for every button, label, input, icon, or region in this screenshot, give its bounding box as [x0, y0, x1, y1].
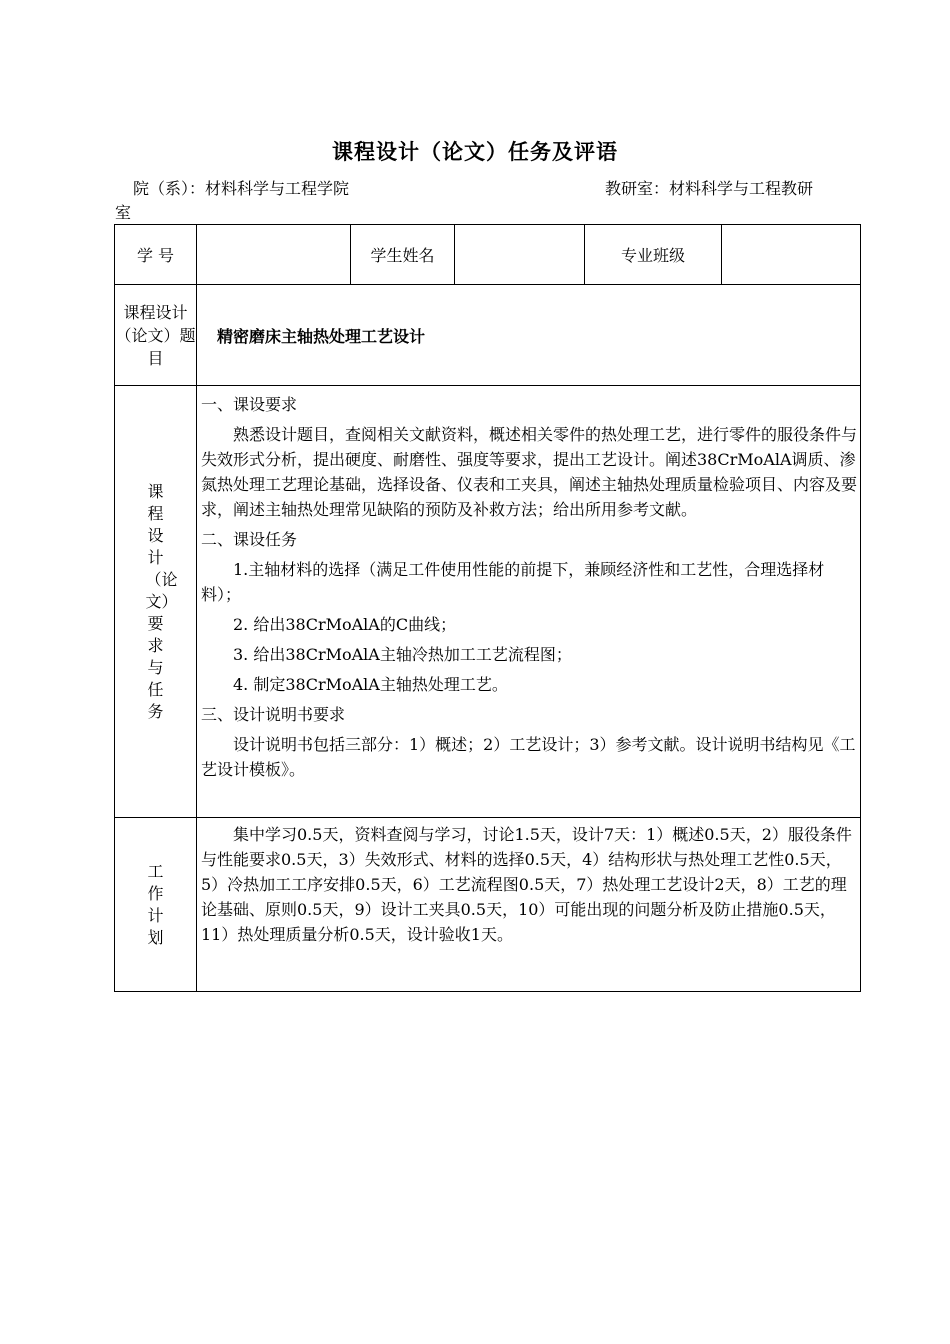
teaching-office-label: 教研室：材料科学与工程教研: [605, 179, 814, 198]
task-item-4: 4. 制定38CrMoAlA主轴热处理工艺。: [233, 675, 508, 694]
page-title: 课程设计（论文）任务及评语: [332, 139, 618, 164]
student-name-value: [455, 225, 585, 285]
teaching-office-label-wrap: 室: [115, 203, 132, 222]
topic-row: [115, 285, 861, 386]
class-value: [722, 225, 861, 285]
task-item-3: 3. 给出38CrMoAlA主轴冷热加工工艺流程图；: [233, 645, 572, 664]
plan-content: [197, 818, 861, 992]
req-paragraph-3: 设计说明书包括三部分：1）概述；2）工艺设计；3）参考文献。设计说明书结构见《工艺设计模板》。: [201, 735, 856, 779]
student-name-label: 学生姓名: [351, 225, 455, 285]
topic-value: 精密磨床主轴热处理工艺设计: [197, 285, 861, 386]
plan-label: 工作计划: [147, 861, 164, 947]
topic-label: 课程设计（论文）题目: [115, 285, 197, 386]
plan-text: 集中学习0.5天，资料查阅与学习，讨论1.5天，设计7天：1）概述0.5天，2）服役条件与性能要求0.5天，3）失效形式、材料的选择0.5天，4）结构形状与热处理工艺性0.5天，5）冷热加工工序安排0.5天，6）工艺流程图0.5天，7）热处理工艺设计2天，8）工艺的理论基础、原则0.5天，9）设计工夹具0.5天，10）可能出现的问题分析及防止措施0.5天，11）热处理质量分析0.5天，设计验收1天。: [201, 825, 852, 944]
task-item-1: 1.主轴材料的选择（满足工件使用性能的前提下，兼顾经济性和工艺性，合理选择材料）；: [201, 560, 825, 604]
req-paragraph-1: 熟悉设计题目，查阅相关文献资料，概述相关零件的热处理工艺，进行零件的服役条件与失效形式分析，提出硬度、耐磨性、强度等要求，提出工艺设计。阐述38CrMoAlA调质、渗氮热处理工艺理论基础，选择设备、仪表和工夹具，阐述主轴热处理质量检验项目、内容及要求，阐述主轴热处理常见缺陷的预防及补救方法；给出所用参考文献。: [201, 425, 858, 519]
task-item-2: 2. 给出38CrMoAlA的C曲线；: [233, 615, 457, 634]
requirements-content: [197, 386, 861, 818]
student-no-label: 学 号: [115, 225, 197, 285]
college-label: 院（系）：材料科学与工程学院: [133, 179, 350, 198]
plan-row: [115, 818, 861, 992]
student-no-value: [197, 225, 351, 285]
plan-label-cell: [115, 818, 197, 992]
requirements-row: [115, 386, 861, 818]
requirements-label: 课程设计（论文）要求与任务: [145, 481, 178, 721]
class-label: 专业班级: [585, 225, 722, 285]
student-info-row: [115, 225, 861, 285]
req-heading-2: 二、课设任务: [201, 530, 298, 549]
req-heading-1: 一、课设要求: [201, 395, 298, 414]
req-heading-3: 三、设计说明书要求: [201, 705, 346, 724]
requirements-label-cell: [115, 386, 197, 818]
task-form-table: [114, 224, 861, 992]
